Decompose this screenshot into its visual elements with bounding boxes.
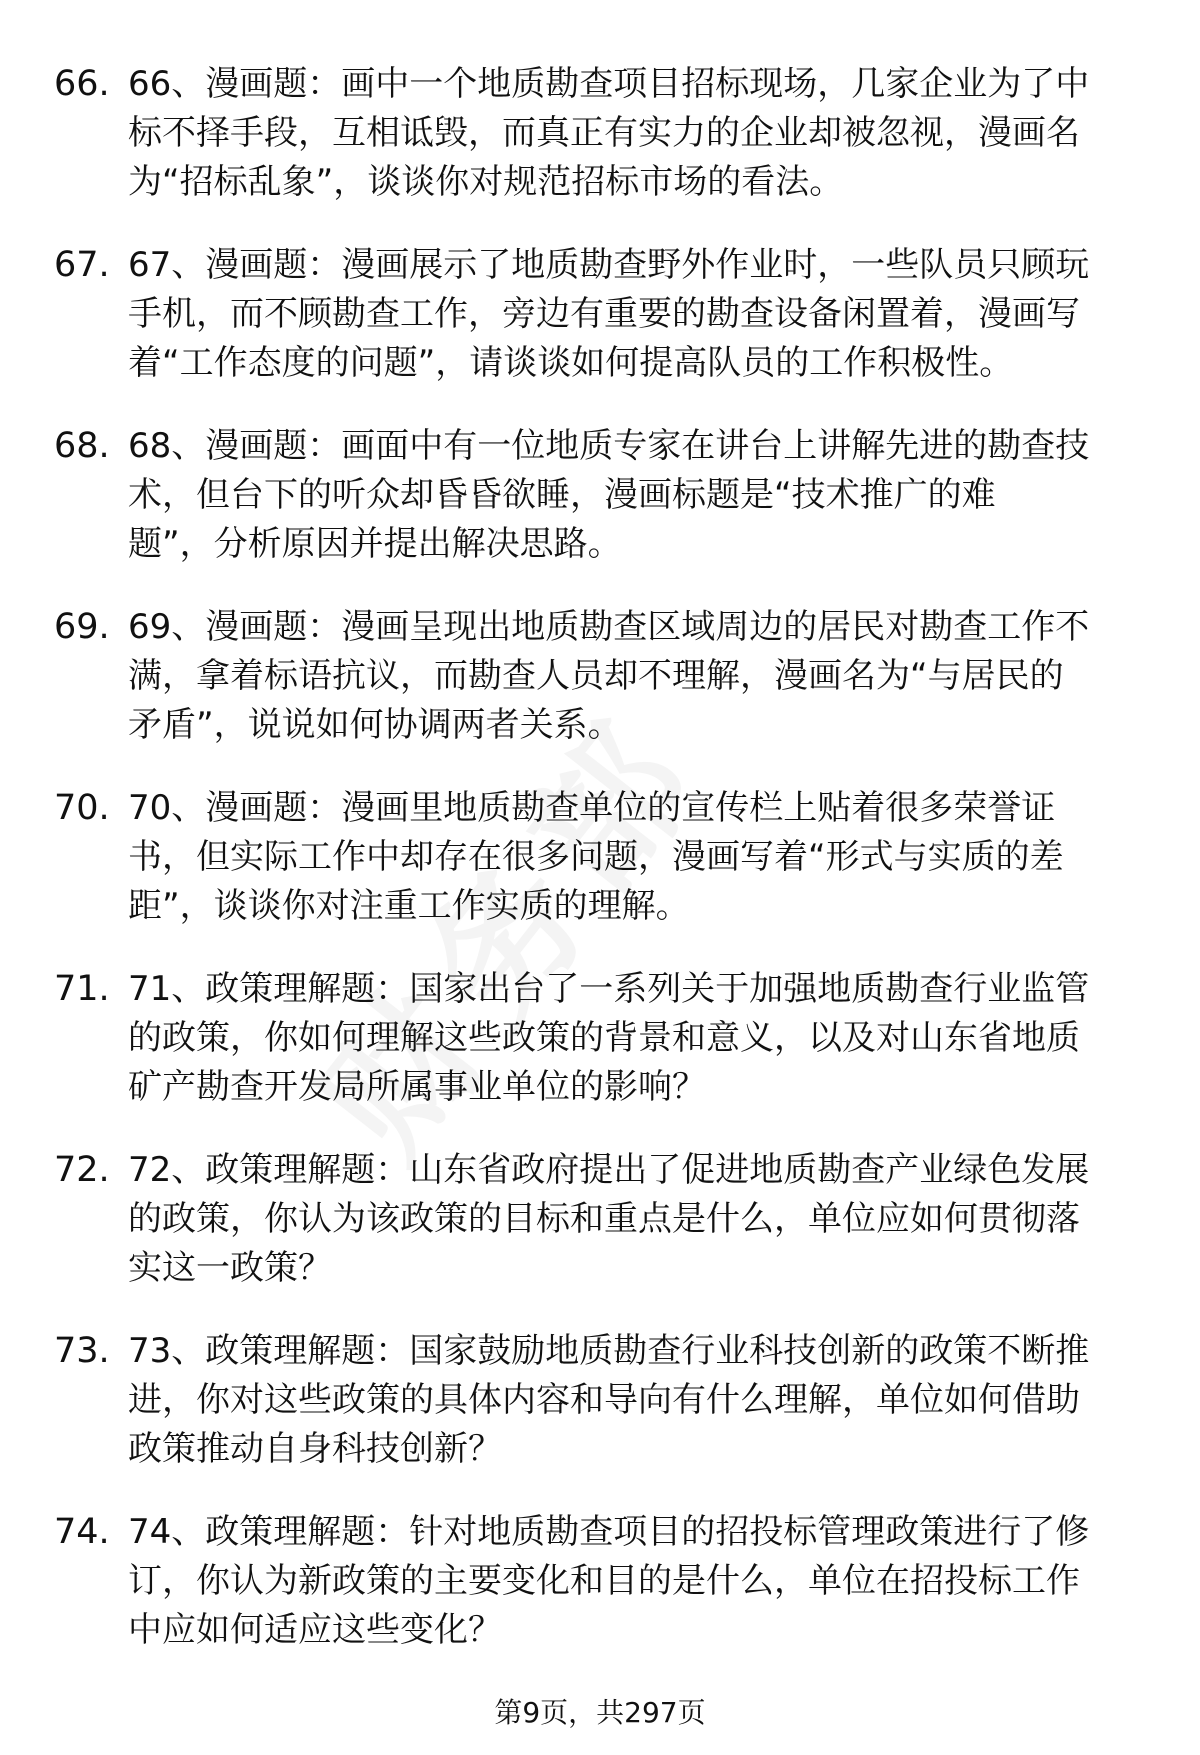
question-number: 66. [54,64,110,104]
question-line: 66、漫画题：画中一个地质勘查项目招标现场，几家企业为了中 [128,64,1090,104]
question-text [128,1146,1148,1293]
question-line: 为“招标乱象”，谈谈你对规范招标市场的看法。 [128,162,844,202]
question-item [0,241,1200,422]
question-line: 实这一政策？ [128,1248,332,1288]
page-footer [0,1693,1200,1733]
question-line: 标不择手段，互相诋毁，而真正有实力的企业却被忽视，漫画名 [128,113,1080,153]
question-line: 72、政策理解题：山东省政府提出了促进地质勘查产业绿色发展 [128,1150,1090,1190]
question-item [0,603,1200,784]
question-number: 67. [54,245,110,285]
question-item [0,422,1200,603]
question-line: 订，你认为新政策的主要变化和目的是什么，单位在招投标工作 [128,1561,1080,1601]
question-number: 74. [54,1512,110,1552]
question-text [128,1508,1148,1655]
question-number: 71. [54,969,110,1009]
question-text [128,784,1148,931]
question-line: 满，拿着标语抗议，而勘查人员却不理解，漫画名为“与居民的 [128,656,1064,696]
question-text [128,965,1148,1112]
question-line: 进，你对这些政策的具体内容和导向有什么理解，单位如何借助 [128,1380,1080,1420]
question-line: 73、政策理解题：国家鼓励地质勘查行业科技创新的政策不断推 [128,1331,1090,1371]
question-line: 手机，而不顾勘查工作，旁边有重要的勘查设备闲置着，漫画写 [128,294,1080,334]
question-line: 70、漫画题：漫画里地质勘查单位的宣传栏上贴着很多荣誉证 [128,788,1056,828]
question-number: 69. [54,607,110,647]
question-line: 的政策，你如何理解这些政策的背景和意义，以及对山东省地质 [128,1018,1080,1058]
question-line: 矛盾”，说说如何协调两者关系。 [128,705,622,745]
question-line: 69、漫画题：漫画呈现出地质勘查区域周边的居民对勘查工作不 [128,607,1090,647]
question-text [128,60,1148,207]
question-line: 着“工作态度的问题”，请谈谈如何提高队员的工作积极性。 [128,343,1014,383]
question-line: 矿产勘查开发局所属事业单位的影响？ [128,1067,706,1107]
question-number: 70. [54,788,110,828]
page-number-label: 第9页，共297页 [494,1696,706,1729]
question-line: 74、政策理解题：针对地质勘查项目的招投标管理政策进行了修 [128,1512,1090,1552]
question-line: 71、政策理解题：国家出台了一系列关于加强地质勘查行业监管 [128,969,1090,1009]
question-line: 术，但台下的听众却昏昏欲睡，漫画标题是“技术推广的难 [128,475,996,515]
question-line: 的政策，你认为该政策的目标和重点是什么，单位应如何贯彻落 [128,1199,1080,1239]
question-line: 书，但实际工作中却存在很多问题，漫画写着“形式与实质的差 [128,837,1064,877]
question-text [128,241,1148,388]
question-item [0,1327,1200,1508]
question-line: 中应如何适应这些变化？ [128,1610,502,1650]
question-number: 68. [54,426,110,466]
question-text [128,603,1148,750]
question-line: 题”，分析原因并提出解决思路。 [128,524,622,564]
question-item [0,784,1200,965]
question-text [128,1327,1148,1474]
question-text [128,422,1148,569]
question-line: 政策推动自身科技创新？ [128,1429,502,1469]
question-item [0,1146,1200,1327]
question-line: 距”，谈谈你对注重工作实质的理解。 [128,886,690,926]
question-line: 68、漫画题：画面中有一位地质专家在讲台上讲解先进的勘查技 [128,426,1090,466]
question-item [0,1508,1200,1689]
question-number: 72. [54,1150,110,1190]
question-item [0,60,1200,241]
question-list [0,60,1200,1689]
question-number: 73. [54,1331,110,1371]
question-line: 67、漫画题：漫画展示了地质勘查野外作业时，一些队员只顾玩 [128,245,1090,285]
question-item [0,965,1200,1146]
